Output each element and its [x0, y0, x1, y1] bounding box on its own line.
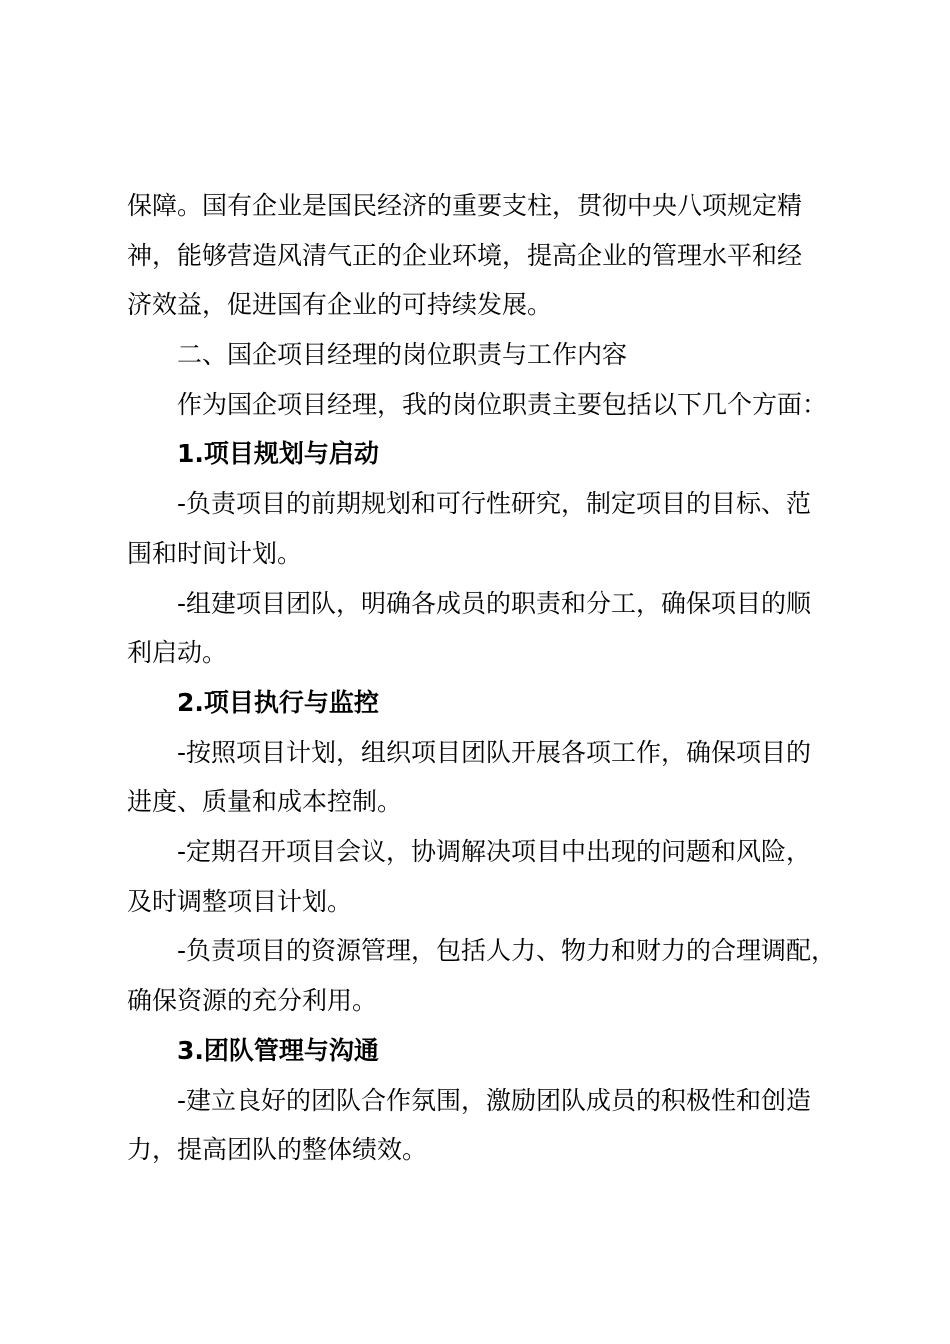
body-text-line: 围和时间计划。	[127, 539, 303, 568]
body-text-line: 神，能够营造风清气正的企业环境，提高企业的管理水平和经	[127, 241, 803, 270]
body-text-line: 保障。国有企业是国民经济的重要支柱，贯彻中央八项规定精	[127, 191, 803, 220]
body-text-line: 及时调整项目计划。	[127, 887, 353, 916]
body-text-line: -负责项目的资源管理，包括人力、物力和财力的合理调配，	[177, 936, 837, 965]
subsection-heading: 2.项目执行与监控	[177, 688, 379, 717]
subsection-heading: 1.项目规划与启动	[177, 439, 379, 468]
body-text-line: -组建项目团队，明确各成员的职责和分工，确保项目的顺	[177, 589, 812, 618]
body-text-line: -按照项目计划，组织项目团队开展各项工作，确保项目的	[177, 738, 812, 767]
body-text-line: 进度、质量和成本控制。	[127, 787, 403, 816]
body-text-line: -定期召开项目会议，协调解决项目中出现的问题和风险，	[177, 837, 812, 866]
section-heading: 二、国企项目经理的岗位职责与工作内容	[177, 340, 628, 369]
body-text-line: -建立良好的团队合作氛围，激励团队成员的积极性和创造	[177, 1086, 812, 1115]
body-text-line: 确保资源的充分利用。	[127, 986, 378, 1015]
body-text-line: 利启动。	[127, 638, 228, 667]
subsection-heading: 3.团队管理与沟通	[177, 1036, 379, 1065]
body-text-line: -负责项目的前期规划和可行性研究，制定项目的目标、范	[177, 489, 812, 518]
body-text-line: 济效益，促进国有企业的可持续发展。	[127, 290, 553, 319]
body-text-line: 力，提高团队的整体绩效。	[127, 1135, 428, 1164]
body-text-line: 作为国企项目经理，我的岗位职责主要包括以下几个方面：	[177, 390, 828, 419]
